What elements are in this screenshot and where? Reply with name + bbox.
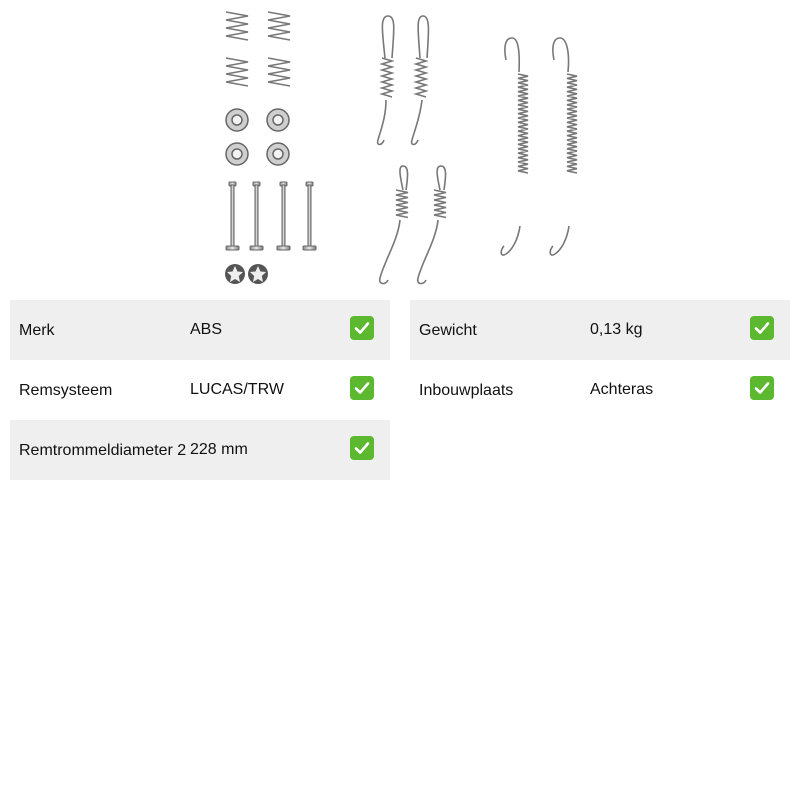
check-icon xyxy=(750,316,774,340)
spec-row-mounting-position xyxy=(410,360,790,420)
spec-table-left xyxy=(10,300,390,480)
star-clip-icon xyxy=(225,264,268,284)
brake-shoe-accessory-kit-icon xyxy=(210,0,600,292)
spec-row-brand xyxy=(10,300,390,360)
spec-value: LUCAS/TRW xyxy=(190,381,284,398)
product-image xyxy=(210,0,600,292)
check-icon xyxy=(350,376,374,400)
check-icon xyxy=(350,316,374,340)
compression-spring-icon xyxy=(226,12,290,86)
return-spring-icon xyxy=(378,16,429,145)
spec-row-weight xyxy=(410,300,790,360)
spec-value: 228 mm xyxy=(190,441,248,458)
check-icon xyxy=(350,436,374,460)
spec-value: ABS xyxy=(190,321,223,338)
spec-value: 0,13 kg xyxy=(590,321,643,338)
return-spring-icon xyxy=(380,166,446,284)
spec-value: Achteras xyxy=(590,381,654,398)
spec-label: Inbouwplaats xyxy=(419,382,514,399)
check-icon xyxy=(750,376,774,400)
spec-row-drum-diameter xyxy=(10,420,390,480)
spec-label: Remtrommeldiameter 2 xyxy=(19,442,187,459)
retainer-washer-icon xyxy=(226,109,289,165)
hold-down-pin-icon xyxy=(226,182,316,250)
spec-row-brake-system xyxy=(10,360,390,420)
long-return-spring-icon xyxy=(501,38,577,255)
spec-table-right xyxy=(410,300,790,420)
spec-label: Gewicht xyxy=(419,322,477,339)
spec-label: Remsysteem xyxy=(19,382,113,399)
spec-label: Merk xyxy=(19,322,55,339)
